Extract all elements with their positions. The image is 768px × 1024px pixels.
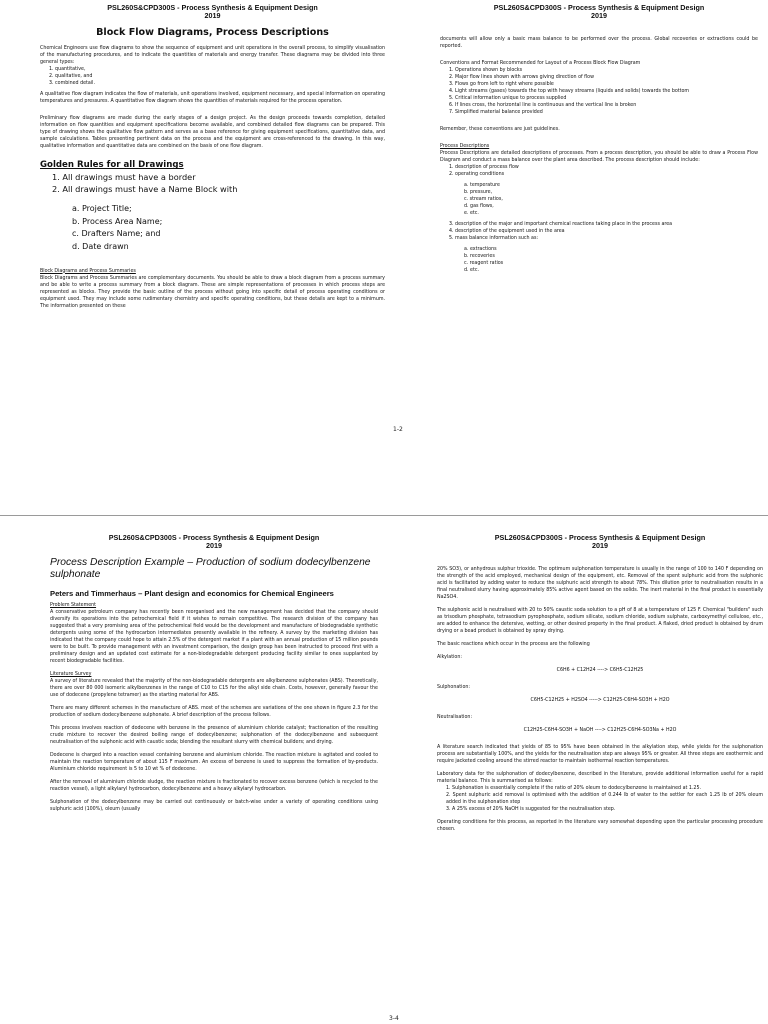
paragraph: A survey of literature revealed that the majority of the non-biodegradable detergents are alkylbenzene sulphonates (ABS). Theoretically, there are over 80 000 isomeric alkylbenzenes in the range of C10 to C15 for the alkyl side chain. Costs, however, generally favour the use of dodecene (propylene tetramer) as the starting material for ABS. (50, 678, 378, 699)
list-item: 2. operating conditions (449, 171, 505, 178)
paragraph: A literature search indicated that yields of 85 to 95% have been obtained in the alkylation step, while yields for the sulphonation process are substantially 100%, and the yields for the neutralisation step are always 95% or greater. All three steps are exothermic and require jacketed cooling around the stirred reactor to maintain isothermal reaction temperatures. (437, 744, 763, 765)
page-1 (40, 4, 385, 414)
list-item: 3. combined detail. (49, 80, 95, 87)
operating-conditions-list (440, 182, 758, 217)
list-item: 3. A 25% excess of 20% NaOH is suggested for the neutralisation step. (446, 806, 616, 813)
mass-balance-list (440, 246, 758, 274)
name-block-list (40, 203, 385, 253)
list-item: b. Process Area Name; (72, 216, 163, 226)
page-number: 3-4 (389, 1015, 399, 1022)
page-header: PSL260S&CPD300S - Process Synthesis & Equipment Design 2019 (108, 534, 320, 551)
page-title: Block Flow Diagrams, Process Descriptions (96, 27, 329, 39)
body-text (40, 45, 385, 150)
list-item: e. etc. (464, 210, 479, 217)
section-heading: Process Descriptions (440, 143, 490, 150)
list-item: 2. Spent sulphuric acid removal is optimised with the addition of 0.244 lb of water to the settler for each 1.25 lb of 20% oleum added in the sulphonation step (446, 792, 763, 806)
process-description-list (440, 164, 758, 178)
page-row-divider (0, 515, 768, 516)
paragraph: Sulphonation of the dodecylbenzene may be carried out continuously or batch-wise under a variety of operating conditions using sulphuric acid (100%), oleum (usually (50, 799, 378, 813)
page-header: PSL260S&CPD300S - Process Synthesis & Equipment Design 2019 (494, 534, 706, 551)
paragraph: 20% SO3), or anhydrous sulphur trioxide. The optimum sulphonation temperature is usually in the range of 100 to 140 F depending on the strength of the acid employed, mechanical design of the equipment, etc. Removal of the spent sulphuric acid from the sulphonic acid is facilitated by adding water to reduce the sulphuric acid strength to about 78%. This dilution prior to neutralisation results in a final neutralised slurry having approximately 85% active agent based on the solids. The inert material in the final product is essentially Na2SO4. (437, 566, 763, 601)
body-text (40, 268, 385, 310)
diagram-types-list (40, 66, 385, 87)
paragraph: There are many different schemes in the manufacture of ABS. most of the schemes are variations of the one shown in figure 2.3 for the production of sodium dodecylbenzene sulphonate. A brief description of the process follows. (50, 705, 378, 719)
paragraph: Operating conditions for this process, as reported in the literature vary somewhat depending upon the particular processing procedure chosen. (437, 819, 763, 833)
list-item: 4. Light streams (gases) towards the top with heavy streams (liquids and solids) towards the bottom (449, 88, 690, 95)
list-item: a. temperature (464, 182, 500, 189)
reaction-equation: C6H6 + C12H24 ----> C6H5-C12H25 (556, 667, 644, 674)
reaction-equation: C12H25-C6H4-SO3H + NaOH ----> C12H25-C6H4-SO3Na + H2O (523, 727, 677, 734)
list-item: b. pressure, (464, 189, 493, 196)
paragraph: Process Descriptions are detailed descriptions of processes. From a process description, you should be able to draw a Process Flow Diagram and conduct a mass balance over the plant area described. The process description should include: (440, 150, 758, 164)
paragraph: Remember, these conventions are just guidelines. (440, 126, 560, 133)
paragraph: Preliminary flow diagrams are made during the early stages of a design project. As the design proceeds towards completion, detailed information on flow quantities and equipment specifications become available, and combined detailed flow diagrams can be prepared. This type of drawing shows the qualitative flow pattern and serves as a base reference for giving equipment specifications, quantitative data, and sample calculations. Tables presenting pertinent data on the process and the equipment are cross-referenced to the drawing. In this way, qualitative information and quantitative data are combined on the basis of one flow diagram. (40, 115, 385, 150)
list-item: c. stream ratios, (464, 196, 503, 203)
list-item: c. Drafters Name; and (72, 229, 161, 239)
page-header: PSL260S&CPD300S - Process Synthesis & Equipment Design 2019 (493, 4, 705, 21)
body-text (440, 36, 758, 274)
paragraph: Dodecene is charged into a reaction vessel containing benzene and aluminium chloride. The reaction mixture is agitated and cooled to maintain the reaction temperature of about 115 F maximum. An excess of benzene is used to suppress the formation of by-products. Aluminium chloride requirement is 5 to 10 wt % of dodecene. (50, 752, 378, 773)
body-text (437, 566, 763, 833)
body-text (50, 602, 378, 813)
paragraph: After the removal of aluminium chloride sludge, the reaction mixture is fractionated to recover excess benzene (which is recycled to the reaction vessel), a light alkylaryl hydrocarbon, dodecylbenzene and a heavy alkylaryl hydrocarbon. (50, 779, 378, 793)
intro-paragraph: Chemical Engineers use flow diagrams to show the sequence of equipment and unit operations in the overall process, to simplify visualisation of the manufacturing procedures, and to indicate the quantities of materials and energy transfer. These diagrams may be divided into three general types: (40, 45, 385, 66)
list-item: a. extractions (464, 246, 497, 253)
page-3 (50, 534, 378, 1022)
section-heading: Problem Statement (50, 602, 97, 609)
paragraph: documents will allow only a basic mass balance to be performed over the process. Global recoveries or extractions could be reported. (440, 36, 758, 50)
list-item: 1. All drawings must have a border (52, 172, 196, 183)
page-title: Process Description Example – Production of sodium dodecylbenzene sulphonate (50, 557, 371, 580)
list-item: 5. Critical information unique to process supplied (449, 95, 567, 102)
process-description-list (440, 221, 758, 242)
golden-rules-list (40, 172, 385, 195)
list-item: b. recoveries (464, 253, 495, 260)
list-item: 2. qualitative, and (49, 73, 93, 80)
page-2 (440, 4, 758, 394)
paragraph: Block Diagrams and Process Summaries are complementary documents. You should be able to draw a block diagram from a process summary and be able to write a process summary from a block diagram. These are simple representations of processes in which process steps are represented as blocks. They provide the basic outline of the process without going into specific detail of process operating conditions or equipment used. They may include some rudimentary chemistry and specific operating conditions, but these details are kept to a minimum. The information presented on these (40, 274, 385, 309)
golden-rules-heading: Golden Rules for all Drawings (40, 160, 184, 171)
list-item: 1. Sulphonation is essentially complete if the ratio of 20% oleum to dodecylbenzene is maintained at 1.25. (446, 785, 702, 792)
reaction-label: Alkylation: (437, 654, 462, 661)
list-item: d. Date drawn (72, 242, 129, 251)
paragraph: A qualitative flow diagram indicates the flow of materials, unit operations involved, equipment necessary, and special information on operating temperatures and pressures. A quantitative flow diagram shows the quantities of materials required for the process operation. (40, 91, 385, 105)
page-number: 1-2 (393, 426, 403, 433)
list-item: 5. mass balance information such as: (449, 235, 539, 242)
list-item: a. Project Title; (72, 204, 132, 214)
reaction-label: Neutralisation: (437, 714, 473, 721)
paragraph: The sulphonic acid is neutralised with 20 to 50% caustic soda solution to a pH of 8 at a temperature of 125 F. Chemical "builders" such as trisodium phosphate, tetrasodium pyrophosphate, sodium silicate, sodium chloride, sodium sulphate, carboxymethyl cellulose, etc., are added to enhance the detersive, wetting, or other desired property in the final product. A flaked, dried product is obtained by drum drying or a bead product is obtained by spray drying. (437, 607, 763, 635)
section-heading: Block Diagrams and Process Summaries (40, 267, 136, 274)
list-item: c. reagent ratios (464, 260, 504, 267)
list-item: 1. Operations shown by blocks (449, 67, 523, 74)
paragraph: Laboratory data for the sulphonation of dodecylbenzene, described in the literature, provide additional information useful for a rapid material balance. This is summarised as follows: (437, 771, 763, 785)
paragraph: A conservative petroleum company has recently been reorganised and the new management has decided that the company should diversify its operations into the petrochemical field if it wishes to remain competitive. The research division of the company has suggested that a very promising area of the petrochemical field would be the development and manufacture of biodegradable synthetic detergents using some of the hydrocarbon intermediates presently available in the refinery. A survey by the marketing division has indicated that the company could hope to attain 2.5% of the detergent market if a plant with an annual production of 15 million pounds were to be built. To provide management with an investment comparison, the design group has been instructed to proceed first with a preliminary design and an updated cost estimate for a non-biodegradable detergent producing facility similar to ones supplanted by recent biodegradable facilities. (50, 609, 378, 665)
reference-heading: Peters and Timmerhaus – Plant design and economics for Chemical Engineers (50, 588, 334, 598)
list-item: 2. Major flow lines shown with arrows giving direction of flow (449, 74, 594, 81)
list-item: 3. description of the major and important chemical reactions taking place in the process area (449, 221, 673, 228)
list-item: 1. quantitative, (49, 66, 86, 73)
list-item: 4. description of the equipment used in the area (449, 228, 565, 235)
paragraph: The basic reactions which occur in the process are the following (437, 641, 590, 648)
reaction-equation: C6H5-C12H25 + H2SO4 -----> C12H25-C6H4-SO3H + H2O (530, 697, 670, 704)
reaction-label: Sulphonation: (437, 684, 471, 691)
section-heading: Conventions and Format Recommended for Layout of a Process Block Flow Diagram (440, 60, 641, 67)
section-heading: Literature Survey (50, 671, 92, 678)
page-4 (437, 534, 763, 1022)
list-item: 3. Flows go from left to right where possible (449, 81, 554, 88)
list-item: 1. description of process flow (449, 164, 519, 171)
list-item: d. gas flows, (464, 203, 494, 210)
page-header: PSL260S&CPD300S - Process Synthesis & Equipment Design 2019 (107, 4, 318, 21)
paragraph: This process involves reaction of dodecene with benzene in the presence of aluminium chloride catalyst; fractionation of the resulting crude mixture to recover the desired boiling range of dodecylbenzene; sulphonation of the dodecylbenzene and subsequent neutralisation of the sulphonic acid with caustic soda; blending the resultant slurry with chemical builders; and drying. (50, 725, 378, 746)
conventions-list (440, 67, 758, 116)
list-item: 6. If lines cross, the horizontal line is continuous and the vertical line is broken (449, 102, 637, 109)
summary-list (437, 785, 763, 813)
list-item: d. etc. (464, 267, 479, 274)
list-item: 7. Simplified material balance provided (449, 109, 543, 116)
list-item: 2. All drawings must have a Name Block with (52, 183, 238, 194)
